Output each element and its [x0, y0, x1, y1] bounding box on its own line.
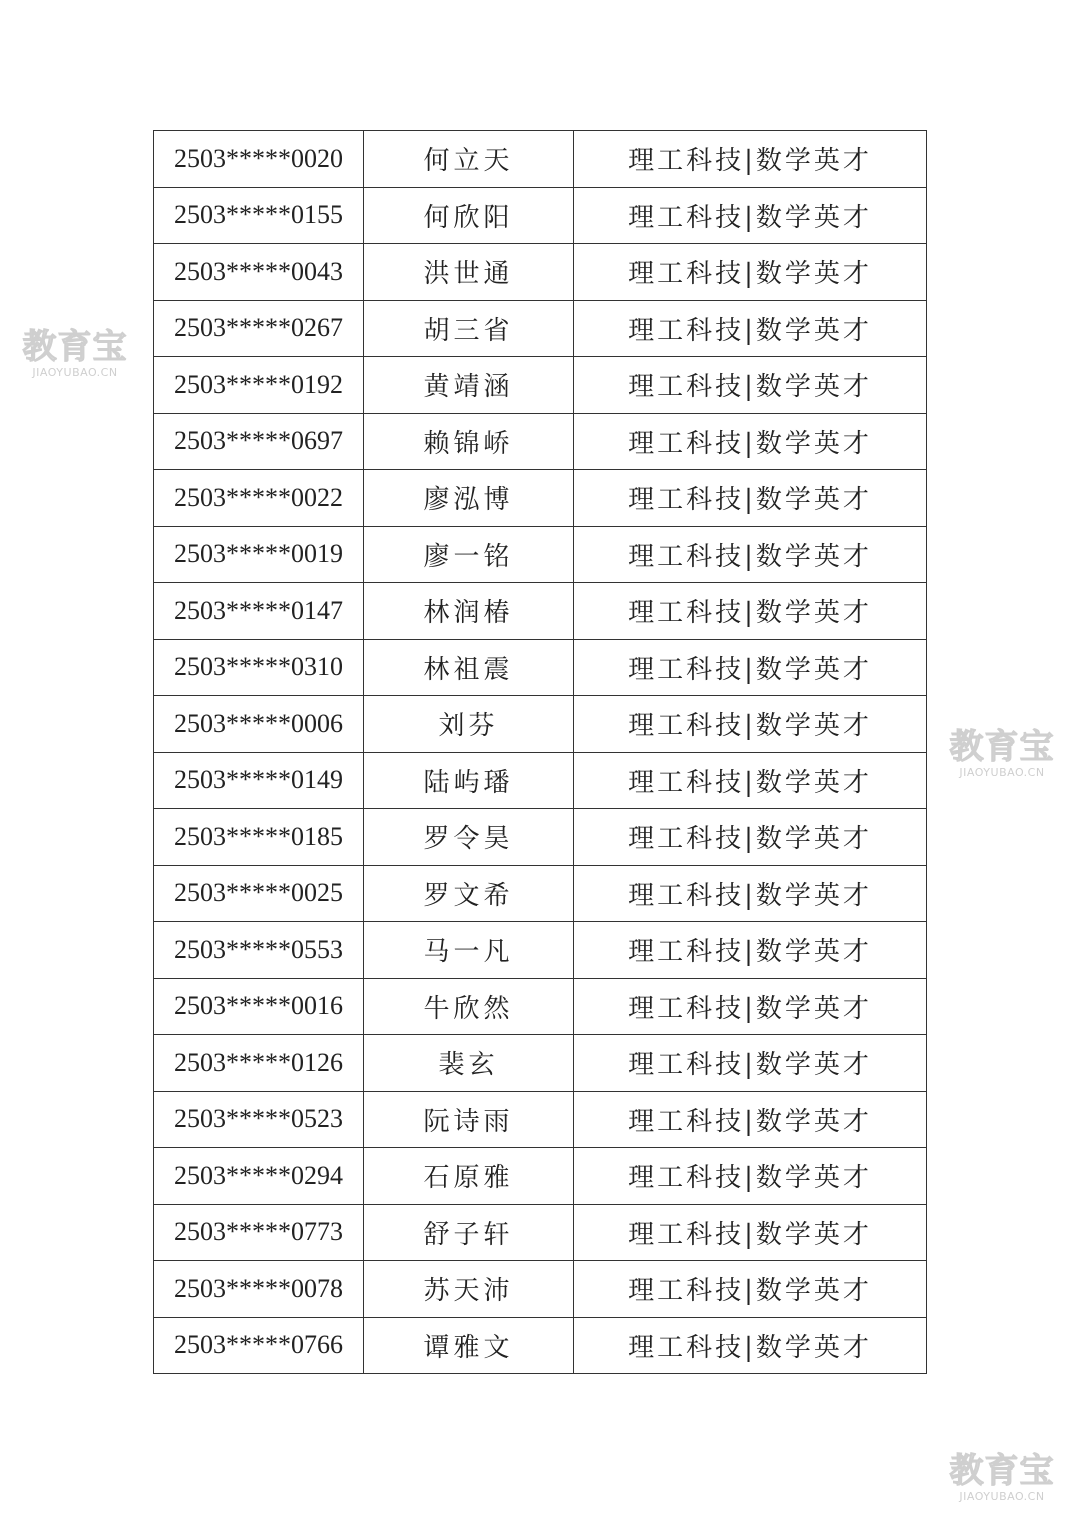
category-cell: 理工科技|数学英才 — [574, 470, 927, 527]
roster-table — [153, 130, 927, 1374]
applicant-id-cell: 2503*****0267 — [154, 300, 364, 357]
name-cell: 何立天 — [364, 131, 574, 188]
category-cell: 理工科技|数学英才 — [574, 357, 927, 414]
name-cell: 苏天沛 — [364, 1261, 574, 1318]
name-cell: 林润椿 — [364, 583, 574, 640]
category-cell: 理工科技|数学英才 — [574, 752, 927, 809]
table-row — [154, 922, 927, 979]
applicant-id-cell: 2503*****0185 — [154, 809, 364, 866]
name-cell: 裴玄 — [364, 1035, 574, 1092]
applicant-id-cell: 2503*****0126 — [154, 1035, 364, 1092]
applicant-id-cell: 2503*****0019 — [154, 526, 364, 583]
name-cell: 舒子轩 — [364, 1204, 574, 1261]
category-cell: 理工科技|数学英才 — [574, 639, 927, 696]
category-cell: 理工科技|数学英才 — [574, 1091, 927, 1148]
table-row — [154, 809, 927, 866]
name-cell: 廖一铭 — [364, 526, 574, 583]
table-row — [154, 583, 927, 640]
table-row — [154, 526, 927, 583]
table-row — [154, 470, 927, 527]
roster-table-body — [154, 131, 927, 1374]
category-cell: 理工科技|数学英才 — [574, 865, 927, 922]
applicant-id-cell: 2503*****0523 — [154, 1091, 364, 1148]
category-cell: 理工科技|数学英才 — [574, 1148, 927, 1205]
category-cell: 理工科技|数学英才 — [574, 1261, 927, 1318]
applicant-id-cell: 2503*****0147 — [154, 583, 364, 640]
table-row — [154, 1204, 927, 1261]
category-cell: 理工科技|数学英才 — [574, 583, 927, 640]
table-row — [154, 187, 927, 244]
category-cell: 理工科技|数学英才 — [574, 922, 927, 979]
applicant-id-cell: 2503*****0020 — [154, 131, 364, 188]
name-cell: 阮诗雨 — [364, 1091, 574, 1148]
name-cell: 黄靖涵 — [364, 357, 574, 414]
table-row — [154, 1148, 927, 1205]
table-row — [154, 865, 927, 922]
name-cell: 罗文希 — [364, 865, 574, 922]
watermark-logo — [15, 328, 135, 379]
applicant-id-cell: 2503*****0149 — [154, 752, 364, 809]
watermark-text-en: JIAOYUBAO.CN — [959, 766, 1045, 779]
watermark-text-en: JIAOYUBAO.CN — [959, 1490, 1045, 1503]
watermark-text-en: JIAOYUBAO.CN — [32, 366, 118, 379]
name-cell: 胡三省 — [364, 300, 574, 357]
category-cell: 理工科技|数学英才 — [574, 809, 927, 866]
category-cell: 理工科技|数学英才 — [574, 300, 927, 357]
applicant-id-cell: 2503*****0043 — [154, 244, 364, 301]
table-row — [154, 413, 927, 470]
name-cell: 谭雅文 — [364, 1317, 574, 1374]
category-cell: 理工科技|数学英才 — [574, 526, 927, 583]
watermark-logo — [942, 728, 1062, 779]
name-cell: 赖锦峤 — [364, 413, 574, 470]
watermark-text-cn: 教育宝 — [22, 327, 128, 367]
category-cell: 理工科技|数学英才 — [574, 696, 927, 753]
name-cell: 林祖震 — [364, 639, 574, 696]
watermark-logo — [942, 1452, 1062, 1503]
category-cell: 理工科技|数学英才 — [574, 187, 927, 244]
applicant-id-cell: 2503*****0553 — [154, 922, 364, 979]
applicant-id-cell: 2503*****0022 — [154, 470, 364, 527]
table-row — [154, 1035, 927, 1092]
name-cell: 洪世通 — [364, 244, 574, 301]
applicant-id-cell: 2503*****0294 — [154, 1148, 364, 1205]
table-row — [154, 978, 927, 1035]
table-row — [154, 1317, 927, 1374]
applicant-id-cell: 2503*****0006 — [154, 696, 364, 753]
table-row — [154, 696, 927, 753]
watermark-text-cn: 教育宝 — [949, 727, 1055, 767]
applicant-id-cell: 2503*****0773 — [154, 1204, 364, 1261]
category-cell: 理工科技|数学英才 — [574, 1035, 927, 1092]
table-row — [154, 1091, 927, 1148]
watermark-text-cn: 教育宝 — [949, 1451, 1055, 1491]
applicant-id-cell: 2503*****0025 — [154, 865, 364, 922]
applicant-id-cell: 2503*****0766 — [154, 1317, 364, 1374]
applicant-id-cell: 2503*****0697 — [154, 413, 364, 470]
name-cell: 石原雅 — [364, 1148, 574, 1205]
category-cell: 理工科技|数学英才 — [574, 413, 927, 470]
applicant-id-cell: 2503*****0192 — [154, 357, 364, 414]
category-cell: 理工科技|数学英才 — [574, 244, 927, 301]
applicant-id-cell: 2503*****0310 — [154, 639, 364, 696]
table-row — [154, 357, 927, 414]
table-row — [154, 131, 927, 188]
name-cell: 马一凡 — [364, 922, 574, 979]
name-cell: 陆屿璠 — [364, 752, 574, 809]
category-cell: 理工科技|数学英才 — [574, 978, 927, 1035]
name-cell: 牛欣然 — [364, 978, 574, 1035]
table-row — [154, 639, 927, 696]
category-cell: 理工科技|数学英才 — [574, 1317, 927, 1374]
category-cell: 理工科技|数学英才 — [574, 131, 927, 188]
name-cell: 罗令昊 — [364, 809, 574, 866]
table-row — [154, 300, 927, 357]
name-cell: 刘芬 — [364, 696, 574, 753]
applicant-id-cell: 2503*****0078 — [154, 1261, 364, 1318]
table-row — [154, 1261, 927, 1318]
applicant-id-cell: 2503*****0155 — [154, 187, 364, 244]
name-cell: 廖泓博 — [364, 470, 574, 527]
table-row — [154, 752, 927, 809]
applicant-id-cell: 2503*****0016 — [154, 978, 364, 1035]
name-cell: 何欣阳 — [364, 187, 574, 244]
table-row — [154, 244, 927, 301]
category-cell: 理工科技|数学英才 — [574, 1204, 927, 1261]
